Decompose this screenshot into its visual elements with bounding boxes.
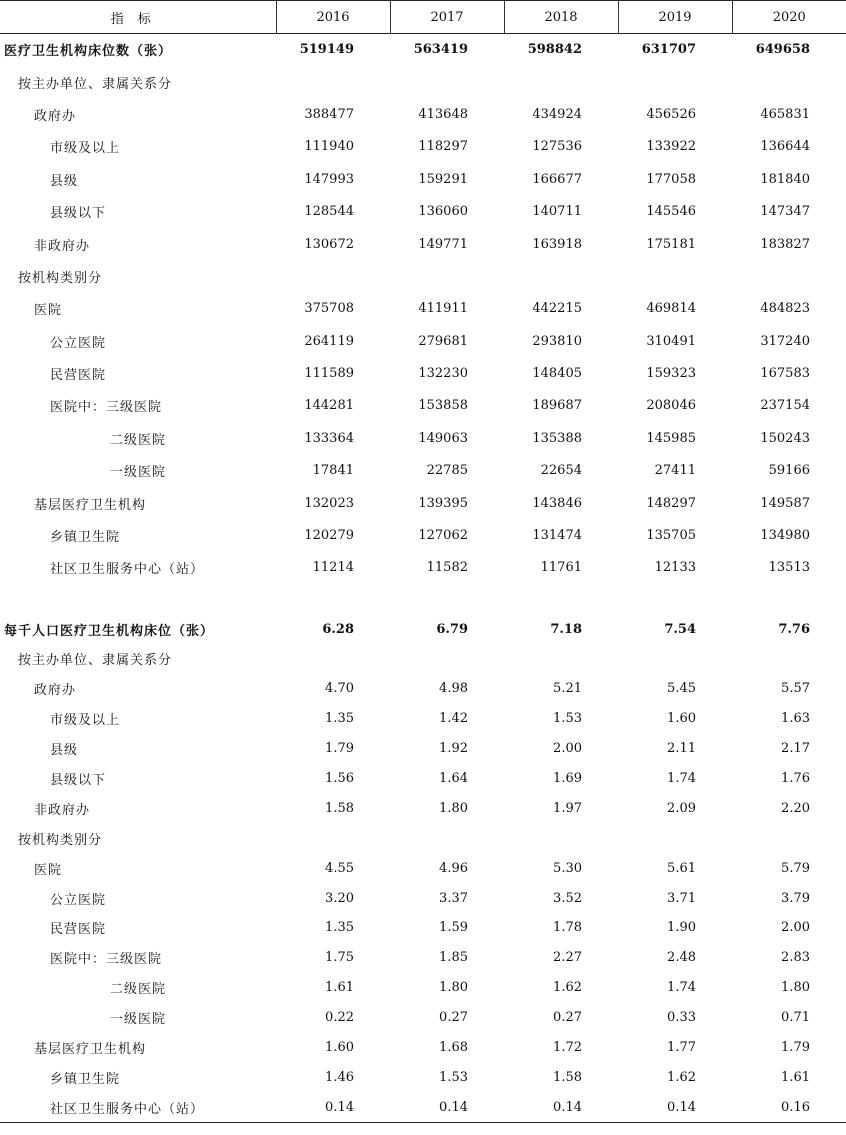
- year-header: 2017: [390, 1, 504, 34]
- indicator-header: 指标: [0, 1, 276, 34]
- cell-value: 147993: [304, 171, 354, 187]
- table-row: [0, 704, 846, 734]
- cell-value: 1.74: [667, 980, 696, 996]
- cell-value: 118297: [418, 139, 468, 155]
- cell-value: 519149: [299, 42, 354, 58]
- cell-value: 11761: [540, 560, 582, 576]
- cell-value: 1.58: [553, 1069, 582, 1085]
- cell-value: 375708: [304, 301, 354, 317]
- cell-value: 1.62: [667, 1069, 696, 1085]
- table-row: [0, 764, 846, 794]
- cell-value: 1.60: [325, 1040, 354, 1056]
- cell-value: 1.64: [439, 771, 468, 787]
- row-label: 每千人口医疗卫生机构床位（张）: [4, 623, 215, 639]
- row-label: 市级及以上: [50, 141, 121, 157]
- cell-value: 17841: [312, 463, 354, 479]
- cell-value: 1.61: [325, 980, 354, 996]
- cell-value: 1.69: [553, 771, 582, 787]
- table-row: [0, 455, 846, 487]
- cell-value: 0.27: [553, 1010, 582, 1026]
- cell-value: 7.76: [778, 621, 810, 637]
- cell-value: 27411: [654, 463, 696, 479]
- row-label: 按机构类别分: [18, 270, 103, 286]
- row-label: 公立医院: [50, 335, 107, 351]
- table-row: [0, 823, 846, 853]
- row-label: 基层医疗卫生机构: [34, 1042, 147, 1058]
- cell-value: 2.20: [781, 800, 810, 816]
- cell-value: 3.79: [781, 890, 810, 906]
- cell-value: 442215: [532, 301, 582, 317]
- cell-value: [390, 260, 504, 292]
- table-row: [0, 1063, 846, 1093]
- cell-value: [390, 823, 504, 853]
- cell-value: 163918: [532, 236, 582, 252]
- cell-value: 130672: [304, 236, 354, 252]
- cell-value: 310491: [646, 333, 696, 349]
- cell-value: 149587: [760, 495, 810, 511]
- row-label: 县级: [50, 173, 79, 189]
- cell-value: 1.80: [439, 980, 468, 996]
- row-label: 社区卫生服务中心（站）: [50, 562, 205, 578]
- cell-value: 1.85: [439, 950, 468, 966]
- cell-value: [276, 823, 390, 853]
- cell-value: 1.61: [781, 1069, 810, 1085]
- cell-value: 166677: [532, 171, 582, 187]
- cell-value: 3.52: [553, 890, 582, 906]
- cell-value: 0.71: [781, 1010, 810, 1026]
- cell-value: 7.18: [550, 621, 582, 637]
- cell-value: 0.22: [325, 1010, 354, 1026]
- row-label: 按主办单位、隶属关系分: [18, 76, 173, 92]
- row-label: 医院中：三级医院: [50, 400, 163, 416]
- cell-value: 1.80: [439, 800, 468, 816]
- cell-value: 2.17: [781, 741, 810, 757]
- year-header: 2018: [504, 1, 618, 34]
- cell-value: 598842: [527, 42, 582, 58]
- cell-value: 0.27: [439, 1010, 468, 1026]
- cell-value: 3.37: [439, 890, 468, 906]
- cell-value: [390, 66, 504, 98]
- cell-value: 1.58: [325, 800, 354, 816]
- table-row: [0, 66, 846, 98]
- cell-value: 11214: [312, 560, 354, 576]
- table-row: [0, 853, 846, 883]
- row-label: 公立医院: [50, 892, 107, 908]
- row-label: 政府办: [34, 683, 77, 699]
- row-label: 民营医院: [50, 922, 107, 938]
- year-header: 2020: [732, 1, 846, 34]
- cell-value: 5.30: [553, 860, 582, 876]
- cell-value: 484823: [760, 301, 810, 317]
- table-row: [0, 883, 846, 913]
- cell-value: 3.20: [325, 890, 354, 906]
- cell-value: 5.79: [781, 860, 810, 876]
- cell-value: [732, 823, 846, 853]
- cell-value: 0.14: [276, 1092, 390, 1122]
- cell-value: 2.27: [553, 950, 582, 966]
- cell-value: [618, 823, 732, 853]
- cell-value: 183827: [760, 236, 810, 252]
- cell-value: 132230: [418, 366, 468, 382]
- row-label: 一级医院: [110, 1012, 167, 1028]
- table-row: [0, 293, 846, 325]
- cell-value: 1.77: [667, 1040, 696, 1056]
- table-row: [0, 260, 846, 292]
- row-label: 按机构类别分: [18, 832, 103, 848]
- cell-value: 132023: [304, 495, 354, 511]
- cell-value: 136060: [418, 204, 468, 220]
- row-label: 医院: [34, 862, 63, 878]
- cell-value: [618, 66, 732, 98]
- row-label: 按主办单位、隶属关系分: [18, 653, 173, 669]
- cell-value: 1.63: [781, 711, 810, 727]
- table-row: [0, 422, 846, 454]
- cell-value: 1.72: [553, 1040, 582, 1056]
- table-row: [0, 195, 846, 227]
- cell-value: 456526: [646, 106, 696, 122]
- section-gap: [0, 584, 846, 614]
- cell-value: 144281: [304, 398, 354, 414]
- table-row: [0, 644, 846, 674]
- row-label: 乡镇卫生院: [50, 1071, 121, 1087]
- cell-value: 1.42: [439, 711, 468, 727]
- cell-value: 1.68: [439, 1040, 468, 1056]
- cell-value: 4.96: [439, 860, 468, 876]
- cell-value: 145985: [646, 430, 696, 446]
- cell-value: 2.00: [781, 920, 810, 936]
- table-row: [0, 1033, 846, 1063]
- cell-value: 1.46: [325, 1069, 354, 1085]
- cell-value: 127062: [418, 528, 468, 544]
- cell-value: 159323: [646, 366, 696, 382]
- cell-value: 237154: [760, 398, 810, 414]
- cell-value: 149063: [418, 430, 468, 446]
- cell-value: 0.14: [390, 1092, 504, 1122]
- table-row: [0, 734, 846, 764]
- cell-value: 136644: [760, 139, 810, 155]
- cell-value: 147347: [760, 204, 810, 220]
- cell-value: 2.48: [667, 950, 696, 966]
- cell-value: 2.83: [781, 950, 810, 966]
- row-label: 乡镇卫生院: [50, 530, 121, 546]
- cell-value: [504, 260, 618, 292]
- table-row: [0, 913, 846, 943]
- cell-value: [276, 66, 390, 98]
- cell-value: 1.35: [325, 920, 354, 936]
- cell-value: 149771: [418, 236, 468, 252]
- row-label: 一级医院: [110, 465, 167, 481]
- row-label: 基层医疗卫生机构: [34, 497, 147, 513]
- cell-value: 0.14: [618, 1092, 732, 1122]
- row-label: 非政府办: [34, 802, 91, 818]
- cell-value: 167583: [760, 366, 810, 382]
- cell-value: 177058: [646, 171, 696, 187]
- cell-value: 1.79: [325, 741, 354, 757]
- cell-value: 7.54: [664, 621, 696, 637]
- cell-value: 13513: [768, 560, 810, 576]
- cell-value: 133364: [304, 430, 354, 446]
- cell-value: 1.92: [439, 741, 468, 757]
- cell-value: 4.55: [325, 860, 354, 876]
- section-bed-counts: [0, 34, 846, 585]
- table-row: [0, 390, 846, 422]
- cell-value: 22785: [426, 463, 468, 479]
- cell-value: 4.70: [325, 681, 354, 697]
- row-label: 县级以下: [50, 773, 107, 789]
- cell-value: 1.56: [325, 771, 354, 787]
- cell-value: 140711: [532, 204, 582, 220]
- cell-value: [390, 644, 504, 674]
- cell-value: 6.28: [322, 621, 354, 637]
- cell-value: 0.33: [667, 1010, 696, 1026]
- header-row: [0, 1, 846, 34]
- table-row: [0, 163, 846, 195]
- table-row: [0, 357, 846, 389]
- cell-value: 59166: [768, 463, 810, 479]
- cell-value: 189687: [532, 398, 582, 414]
- cell-value: 1.60: [667, 711, 696, 727]
- cell-value: [732, 260, 846, 292]
- cell-value: 208046: [646, 398, 696, 414]
- table-row: [0, 98, 846, 130]
- cell-value: 264119: [304, 333, 354, 349]
- cell-value: 1.35: [325, 711, 354, 727]
- cell-value: 5.45: [667, 681, 696, 697]
- cell-value: 131474: [532, 528, 582, 544]
- table-row: [0, 487, 846, 519]
- cell-value: 153858: [418, 398, 468, 414]
- row-label: 二级医院: [110, 982, 167, 998]
- row-label: 县级: [50, 743, 79, 759]
- cell-value: 3.71: [667, 890, 696, 906]
- cell-value: 1.90: [667, 920, 696, 936]
- cell-value: 631707: [641, 42, 696, 58]
- cell-value: 1.97: [553, 800, 582, 816]
- cell-value: [504, 66, 618, 98]
- table-row: [0, 325, 846, 357]
- cell-value: 4.98: [439, 681, 468, 697]
- table-row: [0, 973, 846, 1003]
- cell-value: 111940: [304, 139, 354, 155]
- cell-value: 148405: [532, 366, 582, 382]
- cell-value: 22654: [540, 463, 582, 479]
- section-beds-per-thousand: [0, 614, 846, 1122]
- cell-value: 127536: [532, 139, 582, 155]
- cell-value: 1.75: [325, 950, 354, 966]
- total-row: [0, 34, 846, 66]
- cell-value: 135705: [646, 528, 696, 544]
- cell-value: [618, 260, 732, 292]
- cell-value: 6.79: [436, 621, 468, 637]
- cell-value: 5.21: [553, 681, 582, 697]
- cell-value: 1.74: [667, 771, 696, 787]
- cell-value: 139395: [418, 495, 468, 511]
- cell-value: [276, 644, 390, 674]
- cell-value: 2.09: [667, 800, 696, 816]
- row-label: 社区卫生服务中心（站）: [0, 1092, 276, 1122]
- cell-value: 469814: [646, 301, 696, 317]
- cell-value: 1.53: [553, 711, 582, 727]
- row-label: 民营医院: [50, 368, 107, 384]
- cell-value: 1.62: [553, 980, 582, 996]
- year-header: 2019: [618, 1, 732, 34]
- cell-value: 1.53: [439, 1069, 468, 1085]
- row-label: 医疗卫生机构床位数（张）: [4, 44, 173, 60]
- cell-value: 2.00: [553, 741, 582, 757]
- row-label: 非政府办: [34, 238, 91, 254]
- cell-value: 159291: [418, 171, 468, 187]
- cell-value: 465831: [760, 106, 810, 122]
- total-row: [0, 614, 846, 644]
- table-row: [0, 552, 846, 584]
- table-row: [0, 1003, 846, 1033]
- table-row: [0, 519, 846, 551]
- cell-value: [276, 260, 390, 292]
- cell-value: 279681: [418, 333, 468, 349]
- cell-value: 135388: [532, 430, 582, 446]
- year-header: 2016: [276, 1, 390, 34]
- cell-value: 411911: [418, 301, 468, 317]
- cell-value: 413648: [418, 106, 468, 122]
- table-row: [0, 943, 846, 973]
- row-label: 医院: [34, 303, 63, 319]
- cell-value: 563419: [413, 42, 468, 58]
- cell-value: 181840: [760, 171, 810, 187]
- cell-value: 1.78: [553, 920, 582, 936]
- cell-value: 134980: [760, 528, 810, 544]
- cell-value: 175181: [646, 236, 696, 252]
- cell-value: 1.59: [439, 920, 468, 936]
- cell-value: [504, 823, 618, 853]
- table-row: [0, 131, 846, 163]
- row-label: 医院中：三级医院: [50, 952, 163, 968]
- cell-value: [504, 644, 618, 674]
- table-row: [0, 228, 846, 260]
- cell-value: 150243: [760, 430, 810, 446]
- cell-value: [618, 644, 732, 674]
- cell-value: 293810: [532, 333, 582, 349]
- table-row: [0, 793, 846, 823]
- cell-value: 1.76: [781, 771, 810, 787]
- cell-value: 5.61: [667, 860, 696, 876]
- cell-value: 434924: [532, 106, 582, 122]
- cell-value: 2.11: [667, 741, 696, 757]
- cell-value: 317240: [760, 333, 810, 349]
- cell-value: 143846: [532, 495, 582, 511]
- cell-value: 388477: [304, 106, 354, 122]
- cell-value: 11582: [426, 560, 468, 576]
- table-row: [0, 674, 846, 704]
- cell-value: 0.16: [732, 1092, 846, 1122]
- cell-value: [732, 66, 846, 98]
- row-label: 政府办: [34, 108, 77, 124]
- cell-value: 120279: [304, 528, 354, 544]
- cell-value: 133922: [646, 139, 696, 155]
- row-label: 县级以下: [50, 206, 107, 222]
- cell-value: 0.14: [504, 1092, 618, 1122]
- cell-value: 148297: [646, 495, 696, 511]
- cell-value: 5.57: [781, 681, 810, 697]
- cell-value: 128544: [304, 204, 354, 220]
- cell-value: 12133: [654, 560, 696, 576]
- cell-value: 111589: [304, 366, 354, 382]
- row-label: 市级及以上: [50, 713, 121, 729]
- cell-value: 1.80: [781, 980, 810, 996]
- cell-value: [732, 644, 846, 674]
- table-row: [0, 1092, 846, 1122]
- cell-value: 1.79: [781, 1040, 810, 1056]
- cell-value: 145546: [646, 204, 696, 220]
- cell-value: 649658: [755, 42, 810, 58]
- row-label: 二级医院: [110, 432, 167, 448]
